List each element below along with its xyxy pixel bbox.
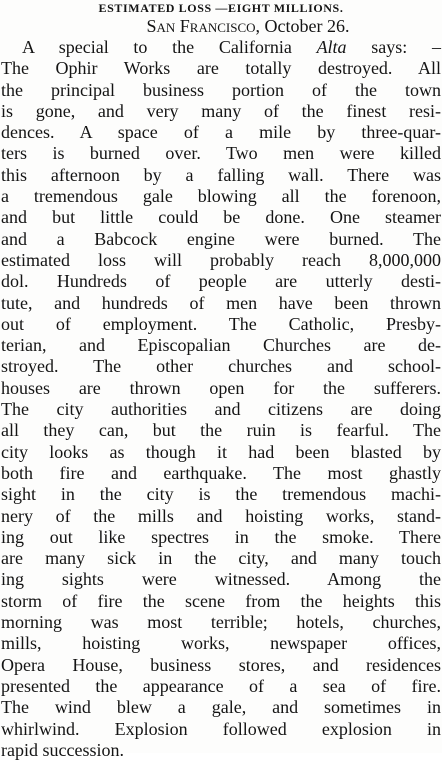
- article-line-1: [0, 37, 442, 58]
- article-line: estimated loss will probably reach 8,000,000: [1, 249, 441, 270]
- first-line-tail: says: –: [346, 37, 442, 57]
- article-line: is gone, and very many of the finest resi-: [1, 100, 441, 121]
- article-line: houses are thrown open for the sufferers.: [1, 377, 441, 398]
- article-line: whirlwind. Explosion followed explosion in: [1, 718, 441, 739]
- article-line: mills, hoisting works, newspaper offices,: [1, 633, 441, 654]
- article-line: stroyed. The other churches and school-: [1, 356, 441, 377]
- first-line-lead: A special to the California: [22, 37, 317, 57]
- article-line: out of employment. The Catholic, Presby-: [1, 313, 441, 334]
- article-line: terian, and Episcopalian Churches are de-: [1, 335, 441, 356]
- article-line: ing sights were witnessed. Among the: [1, 569, 441, 590]
- article-line: nery of the mills and hoisting works, stand-: [1, 505, 441, 526]
- article-line: The Ophir Works are totally destroyed. All: [1, 58, 441, 79]
- article-line: the principal business portion of the town: [1, 79, 441, 100]
- dateline-place: San Francisco,: [146, 16, 261, 36]
- article-line: all they can, but the ruin is fearful. The: [1, 420, 441, 441]
- article-headline: ESTIMATED LOSS —EIGHT MILLIONS.: [98, 1, 344, 15]
- article-line: sight in the city is the tremendous machi-: [1, 484, 441, 505]
- article-line: dol. Hundreds of people are utterly desti-: [1, 271, 441, 292]
- article-line: morning was most terrible; hotels, churches,: [1, 612, 441, 633]
- article-line: and but little could be done. One steamer: [1, 207, 441, 228]
- article-line: storm of fire the scene from the heights this: [1, 590, 441, 611]
- article-line: and a Babcock engine were burned. The: [1, 228, 441, 249]
- article-line: a tremendous gale blowing all the forenoon,: [1, 186, 441, 207]
- article-line: tute, and hundreds of men have been thrown: [1, 292, 441, 313]
- article-line: ters is burned over. Two men were killed: [1, 143, 441, 164]
- article-line: presented the appearance of a sea of fire.: [1, 675, 441, 696]
- article-line-final: rapid succession.: [1, 739, 124, 760]
- article-line: dences. A space of a mile by three-quar-: [1, 122, 441, 143]
- article-dateline: [0, 15, 442, 37]
- article-line: are many sick in the city, and many touch: [1, 548, 441, 569]
- article-line: this afternoon by a falling wall. There was: [1, 164, 441, 185]
- newspaper-name: Alta: [316, 37, 347, 57]
- article-line: ing out like spectres in the smoke. There: [1, 526, 441, 547]
- article-line: both fire and earthquake. The most ghastly: [1, 462, 441, 483]
- article-line: Opera House, business stores, and residences: [1, 654, 441, 675]
- article-line: The wind blew a gale, and sometimes in: [1, 697, 441, 718]
- article-line: city looks as though it had been blasted by: [1, 441, 441, 462]
- dateline-date: October 26.: [264, 16, 350, 36]
- article-line: The city authorities and citizens are doing: [1, 399, 441, 420]
- article-body: [0, 37, 442, 761]
